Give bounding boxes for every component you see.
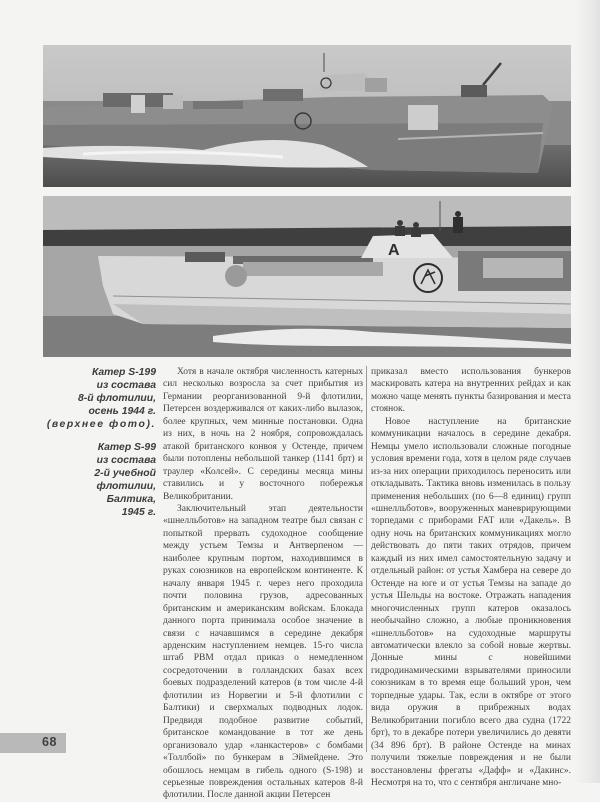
caption-top-photo <box>40 366 156 431</box>
caption-line: Балтика, <box>106 494 156 505</box>
caption-line: 1945 г. <box>121 507 156 518</box>
photo-captions <box>40 366 156 529</box>
svg-text:A: A <box>388 242 400 259</box>
photo-s99 <box>43 196 571 357</box>
caption-line: из состава <box>96 380 156 391</box>
page-binding-shadow <box>574 0 600 783</box>
caption-line: из состава <box>96 455 156 466</box>
paragraph: Заключительный этап деятельности «шнелльботов» на западном театре был связан с попыткой прервать судоходное сообщение между устьем Темзы и Антверпеном — наиболее крупным портом, находившимся в руках союзников на европейском континенте. К началу января 1945 г. через него проходила почти половина грузов, адресованных британским и американским войскам. Блокада данного порта принимала особое значение в связи с начавшимся в середине декабря арденским наступлением немцев. 15-го числа штаб РВМ отдал приказ о немедленном сосредоточении в голландских базах всех боевых подразделений катеров (в том числе 4-й флотилии из Норвегии и 5-й флотилии с Балтики) и сверхмалых подводных лодок. Предвидя подобное развитие событий, британское командование в тот же день организовало удар «ланкастеров» с бомбами «Толлбой» по бункерам в Эймейдене. Это обошлось немцам в гибель одного (S-198) и серьезные повреждения остальных катеров 8-й флотилии. После данной акции Петерсен <box>163 503 363 801</box>
boat-photo-image <box>43 45 571 187</box>
boat-photo-image <box>43 196 571 357</box>
photo-s199 <box>43 45 571 187</box>
text-column-left <box>163 366 363 802</box>
text-column-right <box>371 366 571 789</box>
paragraph: Хотя в начале октября численность катерных сил несколько возросла за счет прибытия из Германии реорганизованной 9-й флотилии, Петерсен воздерживался от каких-либо вылазок, более крупных, чем минные постановки. Одна из них, в ночь на 2 ноября, сопровождалась атакой британского конвоя у Остенде, причем были потоплены небольшой танкер (1141 брт) и траулер «Колсей». С середины месяца мины ставились и у восточного побережья Великобритании. <box>163 367 363 502</box>
paragraph: приказал вместо использования бункеров маскировать катера на внутренних рейдах и как можно чаще менять пункты базирования и места стоянок. <box>371 367 571 415</box>
caption-line: 8-й флотилии, <box>78 393 156 404</box>
page-number: 68 <box>42 735 57 749</box>
paragraph: Новое наступление на британские коммуникации началось в середине декабря. Немцы умело использовали сложные погодные условия времени года, хотя в целом ряде случаев из-за них операции приходилось переносить или откладывать. Тактика вновь изменилась в пользу применения небольших (по 6—8 единиц) групп «шнелльботов», вооруженных маневрирующими торпедами с приборами FAT или «Дакель». В одну ночь на британских коммуникациях могло действовать до пяти таких отрядов, причем каждый из них имел самостоятельную задачу и отдельный район: от устья Хамбера на севере до Остенде на юге и от устья Темзы на западе до устья Шельды на востоке. Отражать нападения многочисленных групп катеров оказалось необычайно сложно, а любые проникновения «шнелльботов» на судоходные маршруты автоматически влекло за собой новые жертвы. Донные мины с новейшими гидродинамическими взрывателями приносили союзникам в то время еще больший урон, чем торпедные удары. Так, если в октябре от этого вида оружия в прибрежных водах Великобритании погибло всего два судна (1722 брт), то в декабре потери увеличились до девяти (34 896 брт). В районе Остенде на минах получили тяжелые повреждения и не были восстановлены фрегаты «Дафф» и «Дакинс». Несмотря на то, что с сентября англичане мно- <box>371 416 571 788</box>
column-divider <box>366 366 367 752</box>
caption-note: (верхнее фото). <box>46 419 156 430</box>
caption-line: осень 1944 г. <box>88 406 156 417</box>
caption-line: флотилии, <box>96 481 156 492</box>
caption-line: 2-й учебной <box>94 468 156 479</box>
caption-bottom-photo <box>40 441 156 519</box>
caption-line: Катер S-99 <box>97 442 156 453</box>
caption-line: Катер S-199 <box>91 367 156 378</box>
